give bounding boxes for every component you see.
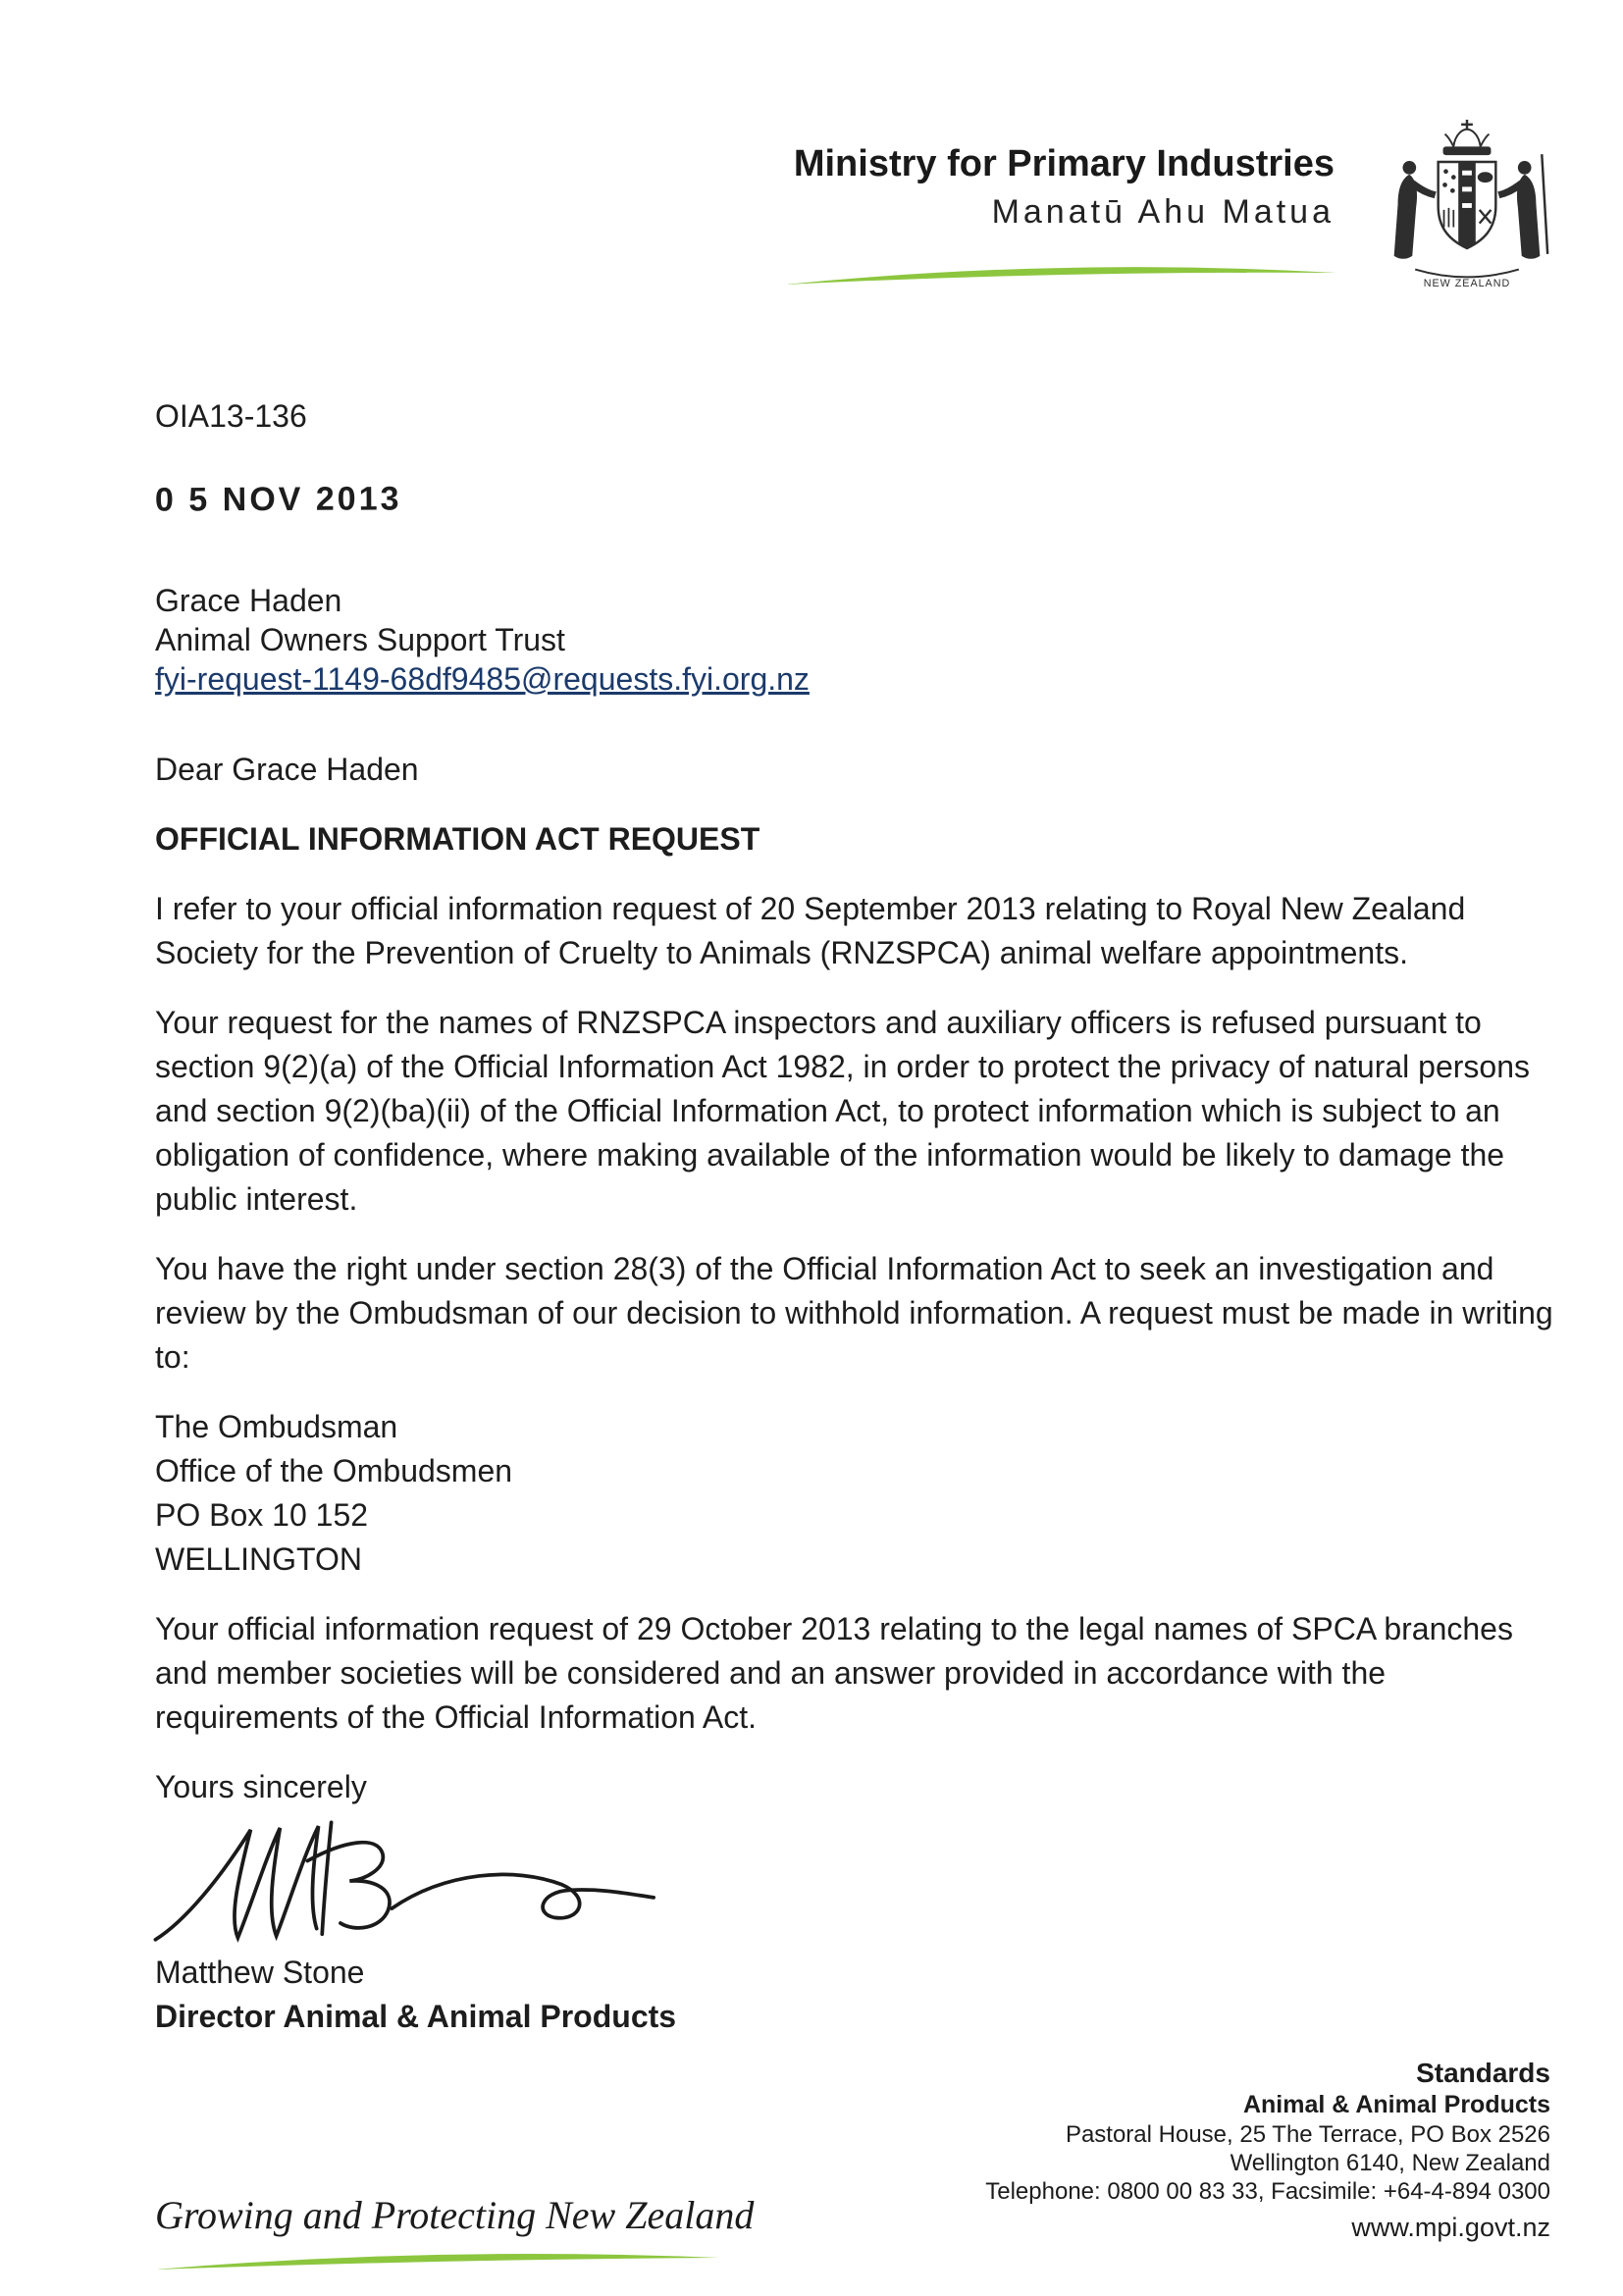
- ombudsman-address-line: PO Box 10 152: [155, 1497, 369, 1533]
- reference-number: OIA13-136: [155, 398, 307, 434]
- recipient-organisation: Animal Owners Support Trust: [155, 622, 565, 657]
- body-paragraph-4: Your official information request of 29 October 2013 relating to the legal names of SPCA branches and member societies will be considered and an answer provided in accordance with the requirements of the Official Information Act.: [155, 1611, 1513, 1735]
- sign-off: Yours sincerely: [155, 1769, 367, 1804]
- footer-directorate: Standards: [1416, 2058, 1550, 2088]
- recipient-block: [155, 581, 1558, 699]
- ministry-name: Ministry for Primary Industries: [793, 143, 1335, 184]
- subject-line: OFFICIAL INFORMATION ACT REQUEST: [155, 821, 760, 857]
- recipient-email-link[interactable]: fyi-request-1149-68df9485@requests.fyi.org.nz: [155, 661, 810, 697]
- date-received-stamp: 0 5 NOV 2013: [154, 480, 402, 519]
- letter-content: [155, 394, 1558, 2039]
- footer-website: www.mpi.govt.nz: [1351, 2213, 1550, 2242]
- green-swoosh-header: [785, 263, 1336, 288]
- footer-branch: Animal & Animal Products: [1242, 2091, 1550, 2118]
- green-swoosh-footer: [155, 2250, 719, 2273]
- handwritten-signature: [143, 1813, 673, 1951]
- ministry-maori-name: Manatū Ahu Matua: [991, 193, 1335, 231]
- body-paragraph-3: You have the right under section 28(3) of the Official Information Act to seek an investigation and review by the Ombudsman of our decision to withhold information. A request must be made in writing to:: [155, 1251, 1553, 1375]
- recipient-name: Grace Haden: [155, 583, 342, 618]
- footer-phone-fax: Telephone: 0800 00 83 33, Facsimile: +64-4-894 0300: [985, 2178, 1550, 2205]
- signatory-title: Director Animal & Animal Products: [155, 1999, 677, 2034]
- ministry-masthead: [794, 143, 1335, 232]
- footer-contact-block: [985, 2057, 1550, 2242]
- footer-tagline: Growing and Protecting New Zealand: [155, 2193, 755, 2237]
- salutation: Dear Grace Haden: [155, 752, 419, 787]
- ombudsman-address-block: [155, 1405, 1558, 1582]
- body-paragraph-1: I refer to your official information request of 20 September 2013 relating to Royal New Zealand Society for the Prevention of Cruelty to Animals (RNZSPCA) animal welfare appointments.: [155, 891, 1466, 970]
- footer-tagline-block: [155, 2192, 754, 2273]
- nz-coat-of-arms-icon: [1360, 118, 1574, 292]
- footer-address-line-1: Pastoral House, 25 The Terrace, PO Box 2526: [1065, 2121, 1550, 2148]
- coat-of-arms-motto: NEW ZEALAND: [1423, 278, 1511, 290]
- body-paragraph-2: Your request for the names of RNZSPCA inspectors and auxiliary officers is refused pursuant to section 9(2)(a) of the Official Information Act 1982, in order to protect the privacy of natural persons and section 9(2)(ba)(ii) of the Official Information Act, to protect information which is subject to an obligation of confidence, where making available of the information would be likely to damage the public interest.: [155, 1005, 1531, 1217]
- ombudsman-address-line: Office of the Ombudsmen: [155, 1453, 513, 1488]
- footer-address-line-2: Wellington 6140, New Zealand: [1230, 2150, 1550, 2176]
- ombudsman-address-line: The Ombudsman: [155, 1409, 398, 1444]
- ombudsman-address-line: WELLINGTON: [155, 1541, 362, 1577]
- signatory-name: Matthew Stone: [155, 1955, 365, 1990]
